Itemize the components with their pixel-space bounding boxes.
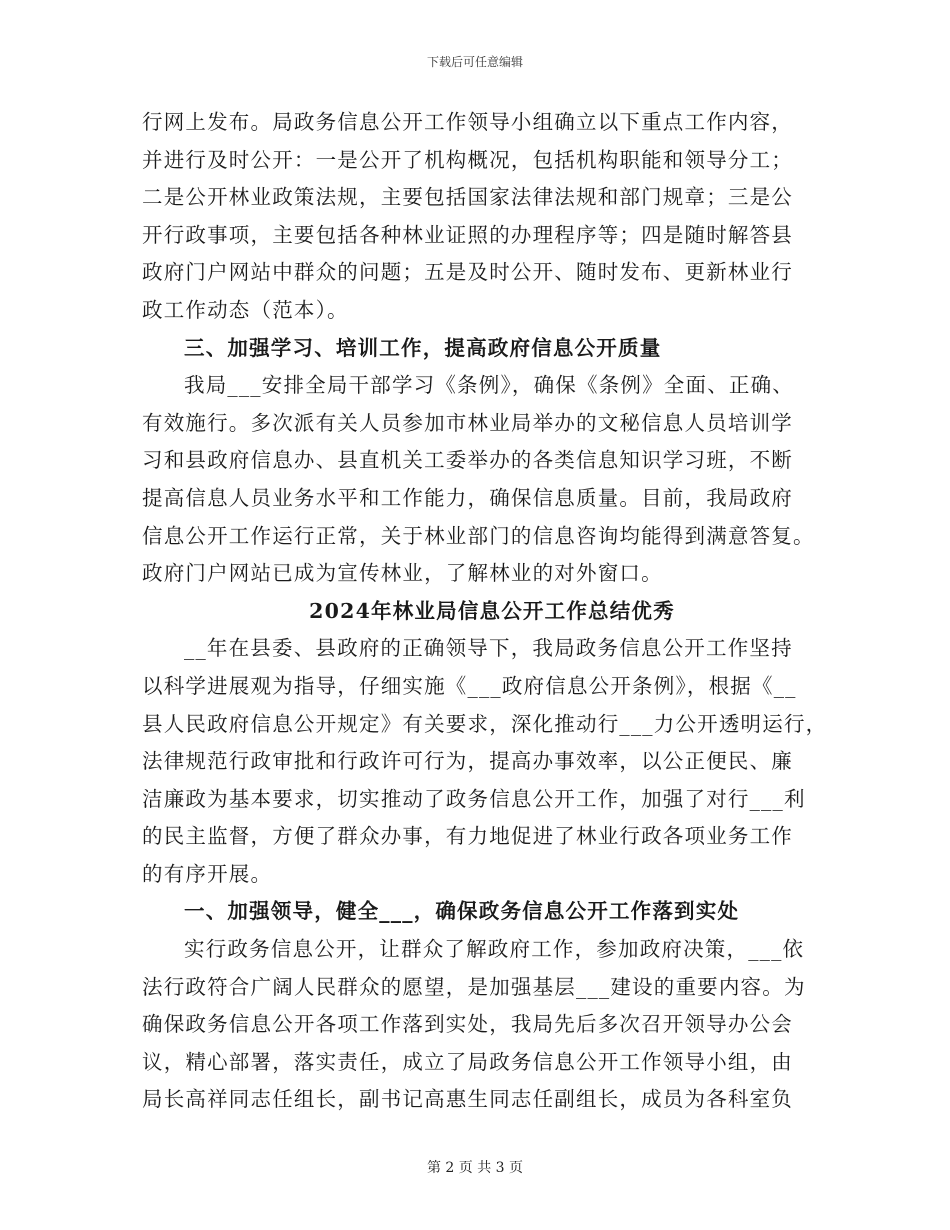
paragraph-line: 局长高祥同志任组长，副书记高惠生同志任副组长，成员为各科室负 [142,1087,793,1112]
document-title: 2024年林业局信息公开工作总结优秀 [309,598,675,623]
paragraph-line: 并进行及时公开：一是公开了机构概况，包括机构职能和领导分工； [142,147,793,172]
paragraph-line: 确保政务信息公开各项工作落到实处，我局先后多次召开领导办公会 [142,1012,793,1037]
document-body [142,104,828,1119]
paragraph-line: 行网上发布。局政务信息公开工作领导小组确立以下重点工作内容， [142,110,793,134]
paragraph-line: 的民主监督，方便了群众办事，有力地促进了林业行政各项业务工作 [142,824,793,849]
paragraph-line: 法行政符合广阔人民群众的愿望，是加强基层___建设的重要内容。为 [142,974,806,999]
paragraph-line: 政府门户网站已成为宣传林业，了解林业的对外窗口。 [142,561,663,586]
paragraph-line: 提高信息人员业务水平和工作能力，确保信息质量。目前，我局政府 [142,485,793,510]
paragraph-line: 的有序开展。 [142,861,273,886]
paragraph-line: 有效施行。多次派有关人员参加市林业局举办的文秘信息人员培训学 [142,410,793,435]
paragraph-line: 以科学进展观为指导，仔细实施《___政府信息公开条例》，根据《__ [142,673,797,698]
paragraph-line: 习和县政府信息办、县直机关工委举办的各类信息知识学习班，不断 [142,448,793,473]
section-heading: 三、加强学习、培训工作，提高政府信息公开质量 [184,335,662,360]
paragraph-line: 我局___安排全局干部学习《条例》，确保《条例》全面、正确、 [184,373,794,398]
paragraph-line: 县人民政府信息公开规定》有关要求，深化推动行___力公开透明运行， [142,711,828,736]
paragraph-line: 实行政务信息公开，让群众了解政府工作，参加政府决策，___依 [184,937,805,962]
paragraph-line: 议，精心部署，落实责任，成立了局政务信息公开工作领导小组，由 [142,1049,793,1074]
paragraph-line: 信息公开工作运行正常，关于林业部门的信息咨询均能得到满意答复。 [142,523,815,548]
paragraph-line: 开行政事项，主要包括各种林业证照的办理程序等；四是随时解答县 [142,222,793,247]
paragraph-line: __年在县委、县政府的正确领导下，我局政务信息公开工作坚持 [184,636,793,661]
paragraph-line: 政府门户网站中群众的问题；五是及时公开、随时发布、更新林业行 [142,260,793,285]
page-footer: 第 2 页 共 3 页 [426,1160,524,1176]
section-heading: 一、加强领导，健全___，确保政务信息公开工作落到实处 [184,899,740,924]
paragraph-line: 二是公开林业政策法规，主要包括国家法律法规和部门规章；三是公 [142,185,793,210]
page-header: 下载后可任意编辑 [426,55,523,69]
paragraph-line: 洁廉政为基本要求，切实推动了政务信息公开工作，加强了对行___利 [142,786,806,811]
paragraph-line: 政工作动态（范本）。 [142,297,349,322]
paragraph-line: 法律规范行政审批和行政许可行为，提高办事效率，以公正便民、廉 [142,749,793,774]
